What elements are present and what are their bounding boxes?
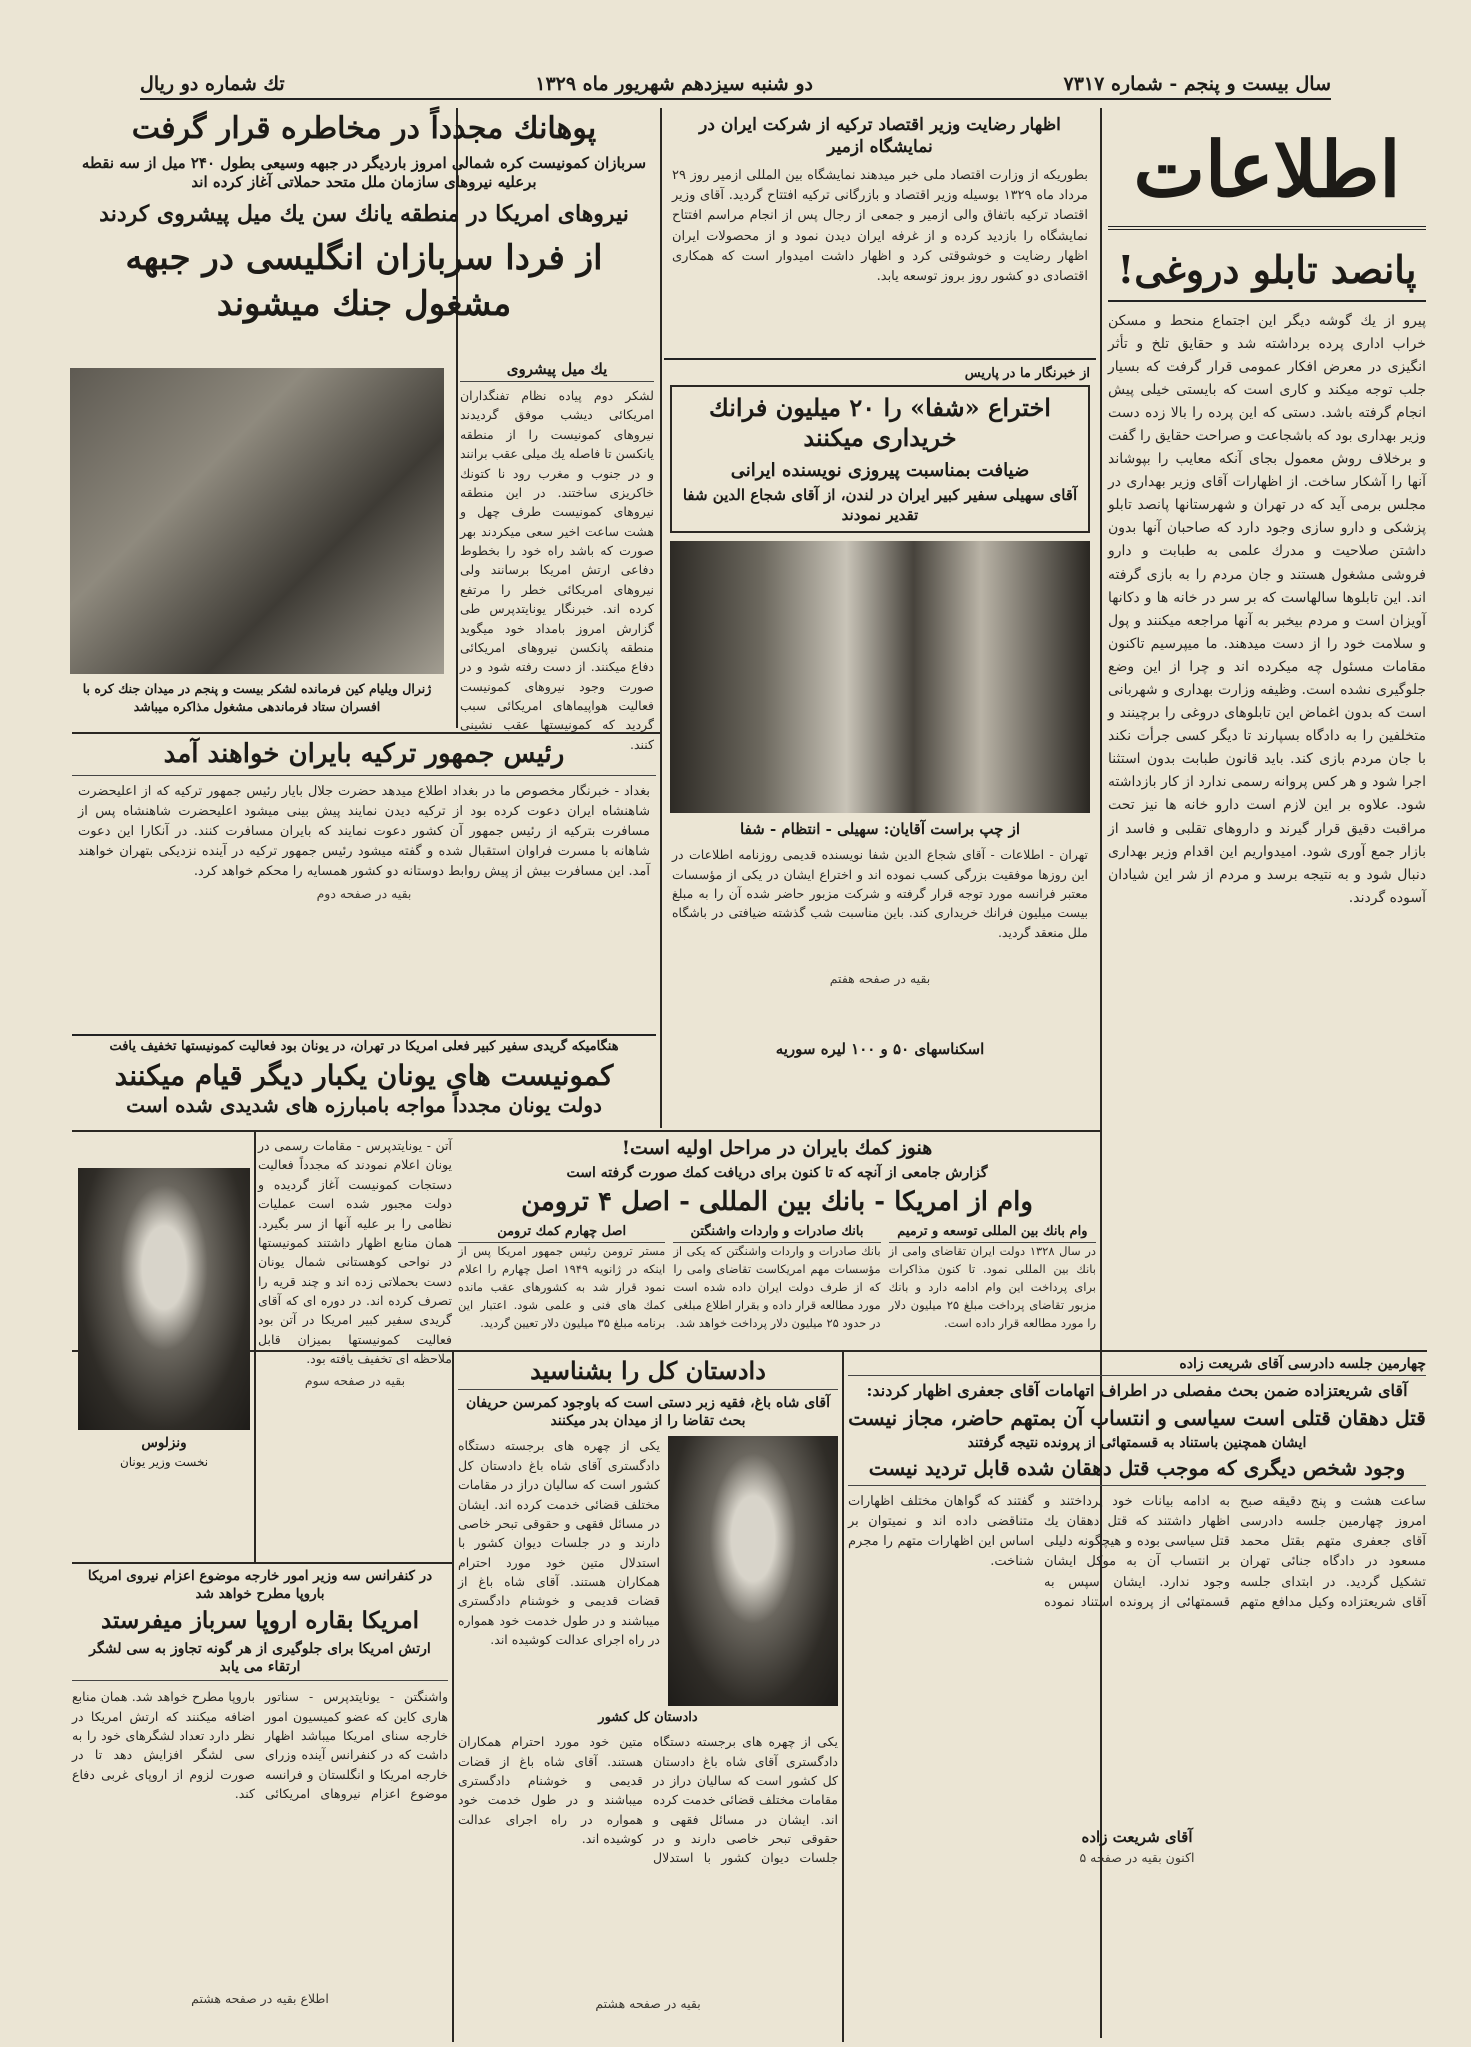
loan-col-3 (458, 1224, 666, 1330)
loan-col3-body: مستر ترومن رئیس جمهور امریكا پس از اینكه در ژانویه ۱۹۴۹ اصل چهارم را اعلام نمود قرار شد به كشورهای عقب مانده كمك های فنی و علمی شود. اعتبار این برنامه مبلغ ۳۵ میلیون دلار تعیین گردید. (458, 1244, 666, 1330)
korea-col-body: لشكر دوم پیاده نظام تفنگداران امریكائی دیشب موفق گردیدند نیروهای كمونیست را از منطقه یانكسن تا فاصله یك میلی عقب برانند و در جنوب و مغرب رود نا كتونك خاكریزی ساختند. در این منطقه نیروهای كمونیست طرف چهل و هشت ساعت اخیر سعی میكردند بهر صورت كه باشد راه خود را بخطوط دفاعی ارتش امریكا برسانند ولی نیروهای امریكائی خطر را مرتفع كرده اند. خبرنگار یونایتدپرس طی گزارش امروز بامداد خود میگوید منطقه پانكسن نیروهای امریكائی دفاع میكنند. از دست رفته شود و در صورت وجود نیروهای كمونیست فعالیت هواپیماهای امریكائی سبب گردید كه كمونیستها عقب نشینی كنند. (460, 388, 654, 752)
loan-article (458, 1136, 1096, 1346)
invention-kicker: از خبرنگار ما در پاریس (964, 366, 1090, 381)
korea-head3: از فردا سربازان انگلیسی در جبهه مشغول جنك میشوند (125, 238, 603, 324)
court-kicker: چهارمین جلسه دادرسی آقای شریعت زاده (848, 1356, 1426, 1376)
justice-headline: دادستان كل را بشناسید (458, 1356, 838, 1390)
loan-headline: وام از امریكا - بانك بین المللی - اصل ۴ ترومن (521, 1186, 1033, 1217)
turkey-expo-body: بطوریكه از وزارت اقتصاد ملی خبر میدهند نمایشگاه بین المللی ازمیر روز ۲۹ مرداد ماه ۱۳۲۹ بوسیله وزیر اقتصاد و بازرگانی تركیه افتتاح گردید. آقای وزیر اقتصاد تركیه باتفاق والی ازمیر و جمعی از رجال پس از انجام مراسم افتتاح نمایشگاه را بازدید كرده و از غرفه ایران دیدن نمود و از محصولات ایران اظهار رضایت و خوشوقتی كرد و اظهار داشت امیدوار است كه همكاری اقتصادی دو كشور روز بروز توسعه یابد. (672, 168, 1089, 284)
court-article (848, 1356, 1426, 2038)
korea-col-title: یك میل پیشروی (460, 360, 654, 382)
invention-subhead: ضیافت بمناسبت پیروزی نویسنده ایرانی (730, 460, 1030, 481)
invention-caption: از چپ براست آقایان: سهیلی - انتظام - شفا (740, 820, 1020, 839)
court-subhead: ایشان همچنین باستناد به قسمتهائی از پرونده نتیجه گرفتند (967, 1434, 1307, 1451)
loan-col3-title: اصل چهارم كمك ترومن (458, 1224, 665, 1243)
loan-kicker: هنوز كمك بایران در مراحل اولیه است! (621, 1137, 933, 1159)
loan-col2-title: بانك صادرات و واردات واشنگتن (673, 1224, 880, 1243)
syria-notes-headline: اسكناسهای ۵۰ و ۱۰۰ لیره سوریه (775, 1040, 985, 1058)
greece-portrait-caption (78, 1434, 250, 1474)
justice-content (458, 1436, 838, 1706)
loan-col-2 (673, 1224, 881, 1330)
invention-head-box (670, 385, 1090, 533)
column-rule (842, 1352, 844, 2042)
court-body: ساعت هشت و پنج دقیقه صبح امروز چهارمین جلسه دادرسی آقای جعفری متهم بقتل محمد مسعود در دادگاه جنائی تهران تشكیل گردید. در ابتدای جلسه آقای شریعتزاده وكیل مدافع متهم به ادامه بیانات خود پرداختند و اظهار داشتند كه قتل دهقان یك قتل سیاسی بوده و هیچگونه دلیلی بر انتساب آن به موكل ایشان وجود ندارد. ایشان سپس به قسمتهائی از پرونده استناد نموده گفتند كه گواهان مختلف اظهارات متناقضی داده اند و نمیتوان بر اساس این اظهارات متهم را مجرم شناخت. (848, 1493, 1426, 1610)
greece-kicker: هنگامیكه گریدی سفیر كبیر فعلی امریكا در تهران، در یونان بود فعالیت كمونیستها تخفیف یافت (109, 1039, 619, 1054)
turkey-expo-article (664, 110, 1096, 360)
greece-portrait (78, 1168, 250, 1430)
korea-headline: پوهانك مجدداً در مخاطره قرار گرفت (131, 111, 597, 146)
sidebar-body: پیرو از یك گوشه دیگر این اجتماع منحط و مسكن خراب اداری پرده برداشته شد و حقایق تلخ و تأثر انگیزی در معرض افكار عمومی قرار گرفت كه بسیار جلب توجه میكند و كاری است كه بایستی خیلی پیش انجام گرفته باشد. دستی كه این پرده را بالا زده دست وزیر بهداری بود كه باشجاعت و صراحت حقایق را گفت و برخلاف روش معمول بجای آنكه معایب را بپوشاند آنها را آشكار ساخت. از اظهارات آقای وزیر بهداری در مجلس برمی آید كه در تهران و شهرستانها پانصد تابلو پزشكی و دارو سازی وجود دارد كه صاحبان آنها بدون داشتن صلاحیت و مدرك علمی به طبابت و دارو فروشی مشغول هستند و جان مردم را به بازی گرفته اند. این تابلوها سالهاست كه بر سر در خانه ها و دكانها آویزان است و مردم بیخبر به آنها مراجعه میكنند و پول و سلامت خود را از دست میدهند. ما میپرسیم تاكنون مقامات مسئول چه میكرده اند و چرا از این وضع جلوگیری نشده است. وظیفه وزارت بهداری و شهربانی است كه بدون اغماض این تابلوهای دروغی را برچینند و متخلفین را به دادگاه بسپارند تا دیگر كسی جرأت نكند با جان مردم بازی كند. باید قانون طبابت بدون استثنا اجرا شود و هر كس پروانه رسمی ندارد از كار بازداشته شود. علاوه بر این لازم است دارو خانه ها نیز تحت مراقبت دقیق قرار گیرند و داروهای تقلبی و فاسد از بازار جمع آوری شود. امیدواریم این اقدام وزیر بهداری دنبال شود و به نتیجه برسد و مردم از شر این شیادان آسوده گردند. (1108, 312, 1426, 906)
invention-article (664, 366, 1096, 1036)
greece-continued: بقیه در صفحه سوم (304, 1372, 406, 1388)
turkey-president-continued: بقیه در صفحه دوم (316, 886, 412, 902)
justice-body-2: یكی از چهره های برجسته دستگاه دادگستری آقای شاه باغ دادستان كل كشور است كه سالیان دراز در مقامات مختلف قضائی خدمت كرده اند. ایشان در مسائل فقهی و حقوقی تبحر خاصی دارند و در جلسات دیوان كشور با استدلال متین خود مورد احترام همكاران هستند. آقای شاه باغ از قضات قدیمی و خوشنام دادگستری میباشند و در طول خدمت خود همواره در راه اجرای عدالت كوشیده اند. (458, 1734, 838, 1866)
prosecutor-label: دادستان كل كشور (598, 1710, 698, 1726)
folio-date: دو شنبه سیزدهم شهریور ماه ۱۳۲۹ (535, 73, 813, 95)
court-head3: وجود شخص دیگری كه موجب قتل دهقان شده قابل تردید نیست (848, 1456, 1426, 1486)
justice-subhead: آقای شاه باغ، فقیه زبر دستی است كه باوجود كمرسن حریفان بحث تقاضا را از میدان بدر میكنند (465, 1395, 830, 1430)
korea-headlines (72, 110, 656, 350)
europe-continued: اطلاع بقیه در صفحه هشتم (191, 1991, 329, 2007)
greece-portrait-title: نخست وزیر یونان (119, 1454, 209, 1469)
column-rule (452, 1352, 454, 2042)
invention-body: تهران - اطلاعات - آقای شجاع الدین شفا نویسنده قدیمی روزنامه اطلاعات در این روزها موفقیت بزرگی كسب نموده اند و اختراع ایشان در یكی از مؤسسات معتبر فرانسه مورد توجه قرار گرفته و شركت مزبور حاضر شده آن را به مبلغ بیست میلیون فرانك خریداری كند. باین مناسبت شب گذشته ضیافتی در باشگاه ملل منعقد گردید. (672, 847, 1088, 940)
invention-continued: بقیه در صفحه هفتم (829, 971, 931, 987)
column-rule (254, 1132, 256, 1562)
loan-col-1 (888, 1224, 1097, 1330)
folio-price: تك شماره دو ریال (140, 73, 285, 95)
justice-body-1: یكی از چهره های برجسته دستگاه دادگستری آقای شاه باغ دادستان كل كشور است كه سالیان دراز در مقامات مختلف قضائی خدمت كرده اند. ایشان در مسائل فقهی و حقوقی تبحر خاصی دارند و در جلسات دیوان كشور با استدلال متین خود مورد احترام همكاران هستند. آقای شاه باغ از قضات قدیمی و خوشنام دادگستری میباشند و در طول خدمت خود همواره در راه اجرای عدالت كوشیده اند. (458, 1438, 660, 1648)
greece-subhead: دولت یونان مجدداً مواجه بامبارزه های شدیدی شده است (126, 1092, 602, 1117)
column-rule (660, 108, 662, 1128)
invention-headline: اختراع «شفا» را ۲۰ میلیون فرانك خریداری میكنند (709, 393, 1051, 452)
syria-notes (664, 1040, 1096, 1126)
greece-headlines (72, 1034, 656, 1128)
prosecutor-portrait (668, 1436, 838, 1706)
court-headline: آقای شریعتزاده ضمن بحث مفصلی در اطراف اتهامات آقای جعفری اظهار كردند: (866, 1381, 1408, 1400)
court-head2: قتل دهقان قتلی است سیاسی و انتساب آن بمتهم حاضر، مجاز نیست (848, 1405, 1426, 1430)
korea-head2: نیروهای امریكا در منطقه یانك سن یك میل پیشروی كردند (99, 200, 629, 227)
justice-article (458, 1356, 838, 2038)
europe-headline: امریكا بقاره اروپا سرباز میفرستد (100, 1607, 420, 1635)
turkey-president-article (72, 738, 656, 1028)
europe-article (72, 1568, 448, 2038)
loan-subhead: گزارش جامعی از آنچه كه تا كنون برای دریافت كمك صورت گرفته است (566, 1164, 988, 1181)
europe-body: واشنگتن - یونایتدپرس - سناتور هاری كاین كه عضو كمیسیون امور خارجه سنای امریكا میباشد اظهار داشت كه در كنفرانس آینده وزرای خارجه امریكا و انگلستان و فرانسه موضوع اعزام نیروهای امریكائی باروپا مطرح خواهد شد. همان منابع اضافه میكنند كه ارتش امریكا در نظر دارد تعداد لشگرهای خود را به سی لشگر افزایش دهد تا در صورت لزوم از اروپای غربی دفاع كند. (72, 1689, 448, 1802)
court-continued: اكنون بقیه در صفحه ۵ (1079, 1849, 1195, 1865)
europe-kicker: در كنفرانس سه وزیر امور خارجه موضوع اعزام نیروی امریكا باروپا مطرح خواهد شد (87, 1568, 433, 1602)
korea-photo (70, 368, 444, 674)
court-subtitle: آقای شریعت زاده (1081, 1827, 1193, 1846)
folio-line (140, 70, 1331, 100)
turkey-expo-headline: اظهار رضایت وزیر اقتصاد تركیه از شركت ایران در نمایشگاه ازمیر (699, 115, 1061, 158)
invention-photo (670, 541, 1090, 813)
sidebar-headline: پانصد تابلو دروغی! (1108, 240, 1426, 302)
turkey-president-headline: رئیس جمهور تركیه بایران خواهند آمد (72, 738, 656, 776)
korea-photo-caption: ژنرال ویلیام كین فرمانده لشكر بیست و پنجم در میدان جنك كره با افسران ستاد فرماندهی مشغول مذاكره میباشد (82, 681, 432, 715)
loan-col2-body: بانك صادرات و واردات واشنگتن كه یكی از مؤسسات مهم امریكاست تقاضای وامی را كه از طرف دولت ایران داده شده است مورد مطالعه قرار داده و بقرار اطلاع مبلغی در حدود ۲۵ میلیون دلار پرداخت خواهد شد. (673, 1244, 881, 1330)
loan-columns (458, 1224, 1097, 1330)
europe-subhead: ارتش امریكا برای جلوگیری از هر گونه تجاوز به سی لشگر ارتقاء می یابد (72, 1640, 448, 1681)
greece-portrait-name: ونزلوس (141, 1435, 187, 1451)
loan-col1-body: در سال ۱۳۲۸ دولت ایران تقاضای وامی از بانك بین المللی نمود. تا كنون مذاكرات برای پرداخت این وام ادامه دارد و بانك مزبور تقاضای پرداخت مبلغ ۲۵ میلیون دلار را مورد مطالعه قرار داده است. (888, 1244, 1097, 1330)
masthead-logo: اطلاعات (1108, 112, 1426, 230)
section-rule (72, 1562, 452, 1564)
korea-subhead: سربازان كمونیست كره شمالی امروز باردیگر در جبهه وسیعی بطول ۲۴۰ میل از سه نقطه برعلیه نیروهای سازمان ملل متحد حملاتی آغاز كرده اند (81, 153, 647, 191)
section-rule (72, 1130, 1102, 1132)
korea-column (460, 360, 654, 752)
loan-col1-title: وام بانك بین المللی توسعه و ترمیم (889, 1224, 1096, 1243)
turkey-president-body: بغداد - خبرنگار مخصوص ما در بغداد اطلاع میدهد حضرت جلال بایار رئیس جمهور تركیه كه از اعلیحضرت شاهنشاه ایران دعوت كرده بود از تركیه دیدن نمایند پیش بینی میشود اعلیحضرت شاهنشاه پس از مسافرت بتركیه از رئیس جمهور آن كشور دعوت نمایند كه بایران مسافرت كنند. در آنكارا این دعوت شاهانه با مسرت فراوان استقبال شده و گفته میشود رئیس جمهور تركیه در آینده نزدیكی بتهران خواهند آمد. این مسافرت بیش از پیش روابط دوستانه دو كشور همسایه را محكم خواهد كرد. (78, 783, 650, 880)
folio-issue: سال بیست و پنجم - شماره ۷۳۱۷ (1063, 73, 1331, 95)
invention-detail: آقای سهیلی سفیر كبیر ایران در لندن، از آقای شجاع الدین شفا تقدیر نمودند (682, 486, 1078, 524)
greece-body: آتن - یونایتدپرس - مقامات رسمی در یونان اعلام نمودند كه مجدداً فعالیت دستجات كمونیست آغاز گردیده و دولت مجبور شده است عملیات نظامی را بر علیه آنها از سر بگیرد. همان منابع اظهار داشتند كمونیستها در نواحی كوهستانی شمال یونان دست بحملاتی زده اند و چند قریه را تصرف كرده اند. در دوره ای كه آقای گریدی سفیر كبیر امریكا در آتن بود فعالیت كمونیستها بمیزان قابل ملاحظه ای تخفیف یافته بود. (258, 1138, 452, 1367)
greece-headline: كمونیست های یونان یكبار دیگر قیام میكنند (114, 1058, 614, 1092)
justice-continued: بقیه در صفحه هشتم (595, 1996, 701, 2012)
greece-body-column (258, 1136, 452, 1556)
